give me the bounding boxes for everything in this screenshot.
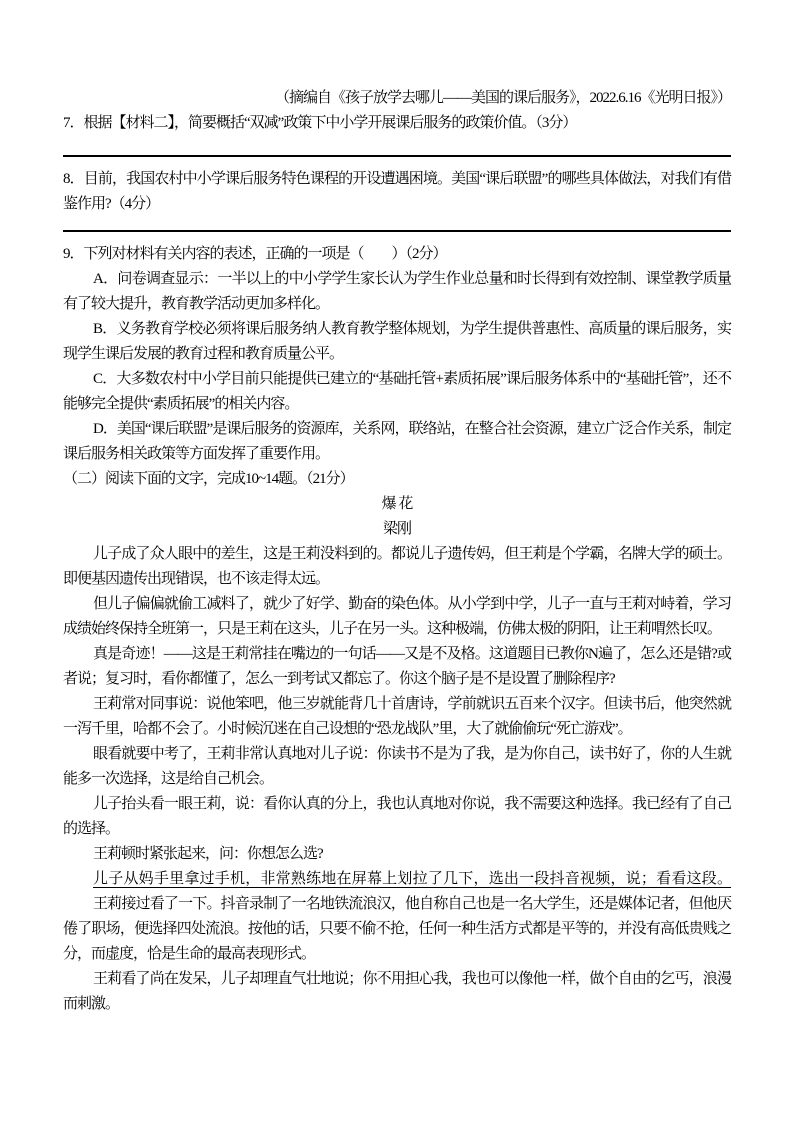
story-paragraph-10: 王莉看了尚在发呆，儿子却理直气壮地说；你不用担心我，我也可以像他一样，做个自由的乞丐，浪漫而刺激。 [63, 971, 731, 1012]
story-paragraph-4: 王莉常对同事说：说他笨吧，他三岁就能背几十首唐诗，学前就识五百来个汉字。但读书后，他突然就一泻千里，哈都不会了。小时候沉迷在自己设想的“恐龙战队”里，大了就偷偷玩“死亡游戏”。 [63, 696, 731, 737]
story-author: 梁刚 [382, 521, 411, 537]
exam-content [63, 86, 731, 1017]
story-paragraph-7: 王莉顿时紧张起来，问：你想怎么选? [93, 846, 323, 862]
story-paragraph-5: 眼看就要中考了，王莉非常认真地对儿子说：你读书不是为了我，是为你自己，读书好了，你的人生就能多一次选择，这是给自己机会。 [63, 746, 731, 787]
section-2-header: （二）阅读下面的文字，完成10~14题。（21分） [63, 471, 354, 487]
story-paragraph-2: 但儿子偏偏就偷工减料了，就少了好学、勤奋的染色体。从小学到中学，儿子一直与王莉对峙着，学习成绩始终保持全班第一，只是王莉在这头，儿子在另一头。这种极端，仿佛太极的阴阳，让王莉喟然长叹。 [63, 596, 731, 637]
question-8: 8．目前，我国农村中小学课后服务特色课程的开设遭遇困境。美国“课后联盟”的哪些具体做法，对我们有借鉴作用?（4分） [63, 171, 731, 212]
story-paragraph-6: 儿子抬头看一眼王莉，说：看你认真的分上，我也认真地对你说，我不需要这种选择。我已经有了自己的选择。 [63, 796, 731, 837]
story-paragraph-3: 真是奇迹！——这是王莉常挂在嘴边的一句话——又是不及格。这道题目已教你N遍了，怎么还是错?或者说；复习时，看你都懂了，怎么一到考试又都忘了。你这个脑子是不是设置了删除程序? [63, 646, 731, 687]
story-paragraph-9: 王莉接过看了一下。抖音录制了一名地铁流浪汉，他自称自己也是一名大学生，还是媒体记者，但他厌倦了职场，便选择四处流浪。按他的话，只要不偷不抢，任何一种生活方式都是平等的，并没有高低贵贱之分，而虚度，恰是生命的最高表现形式。 [63, 896, 731, 962]
source-attribution: （摘编自《孩子放学去哪儿——美国的课后服务》，2022.6.16《光明日报》） [274, 90, 731, 106]
story-paragraph-1: 儿子成了众人眼中的差生，这是王莉没料到的。都说儿子遗传妈，但王莉是个学霸，名牌大学的硕士。即便基因遗传出现错误，也不该走得太远。 [63, 546, 731, 587]
question-9-option-a: A．问卷调查显示：一半以上的中小学学生家长认为学生作业总量和时长得到有效控制、课堂教学质量有了较大提升，教育教学活动更加多样化。 [63, 271, 731, 312]
story-title: 爆 花 [381, 496, 413, 512]
question-9-stem: 9．下列对材料有关内容的表述，正确的一项是（ ）（2分） [63, 246, 447, 262]
question-9-option-d: D．美国“课后联盟”是课后服务的资源库，关系网，联络站，在整合社会资源，建立广泛合作关系，制定课后服务相关政策等方面发挥了重要作用。 [63, 421, 731, 462]
question-9-option-c: C．大多数农村中小学目前只能提供已建立的“基础托管+素质拓展”课后服务体系中的“基础托管”，还不能够完全提供“素质拓展”的相关内容。 [63, 371, 731, 412]
question-7: 7．根据【材料二】，简要概括“双减”政策下中小学开展课后服务的政策价值。（3分） [63, 115, 577, 131]
question-9-option-b: B．义务教育学校必须将课后服务纳人教育教学整体规划，为学生提供普惠性、高质量的课后服务，实现学生课后发展的教育过程和教育质量公平。 [63, 321, 731, 362]
story-paragraph-8-underlined: 儿子从妈手里拿过手机，非常熟练地在屏幕上划拉了几下，选出一段抖音视频，说；看看这段。 [93, 871, 731, 887]
answer-divider-2 [63, 230, 731, 232]
answer-divider-1 [63, 155, 731, 157]
